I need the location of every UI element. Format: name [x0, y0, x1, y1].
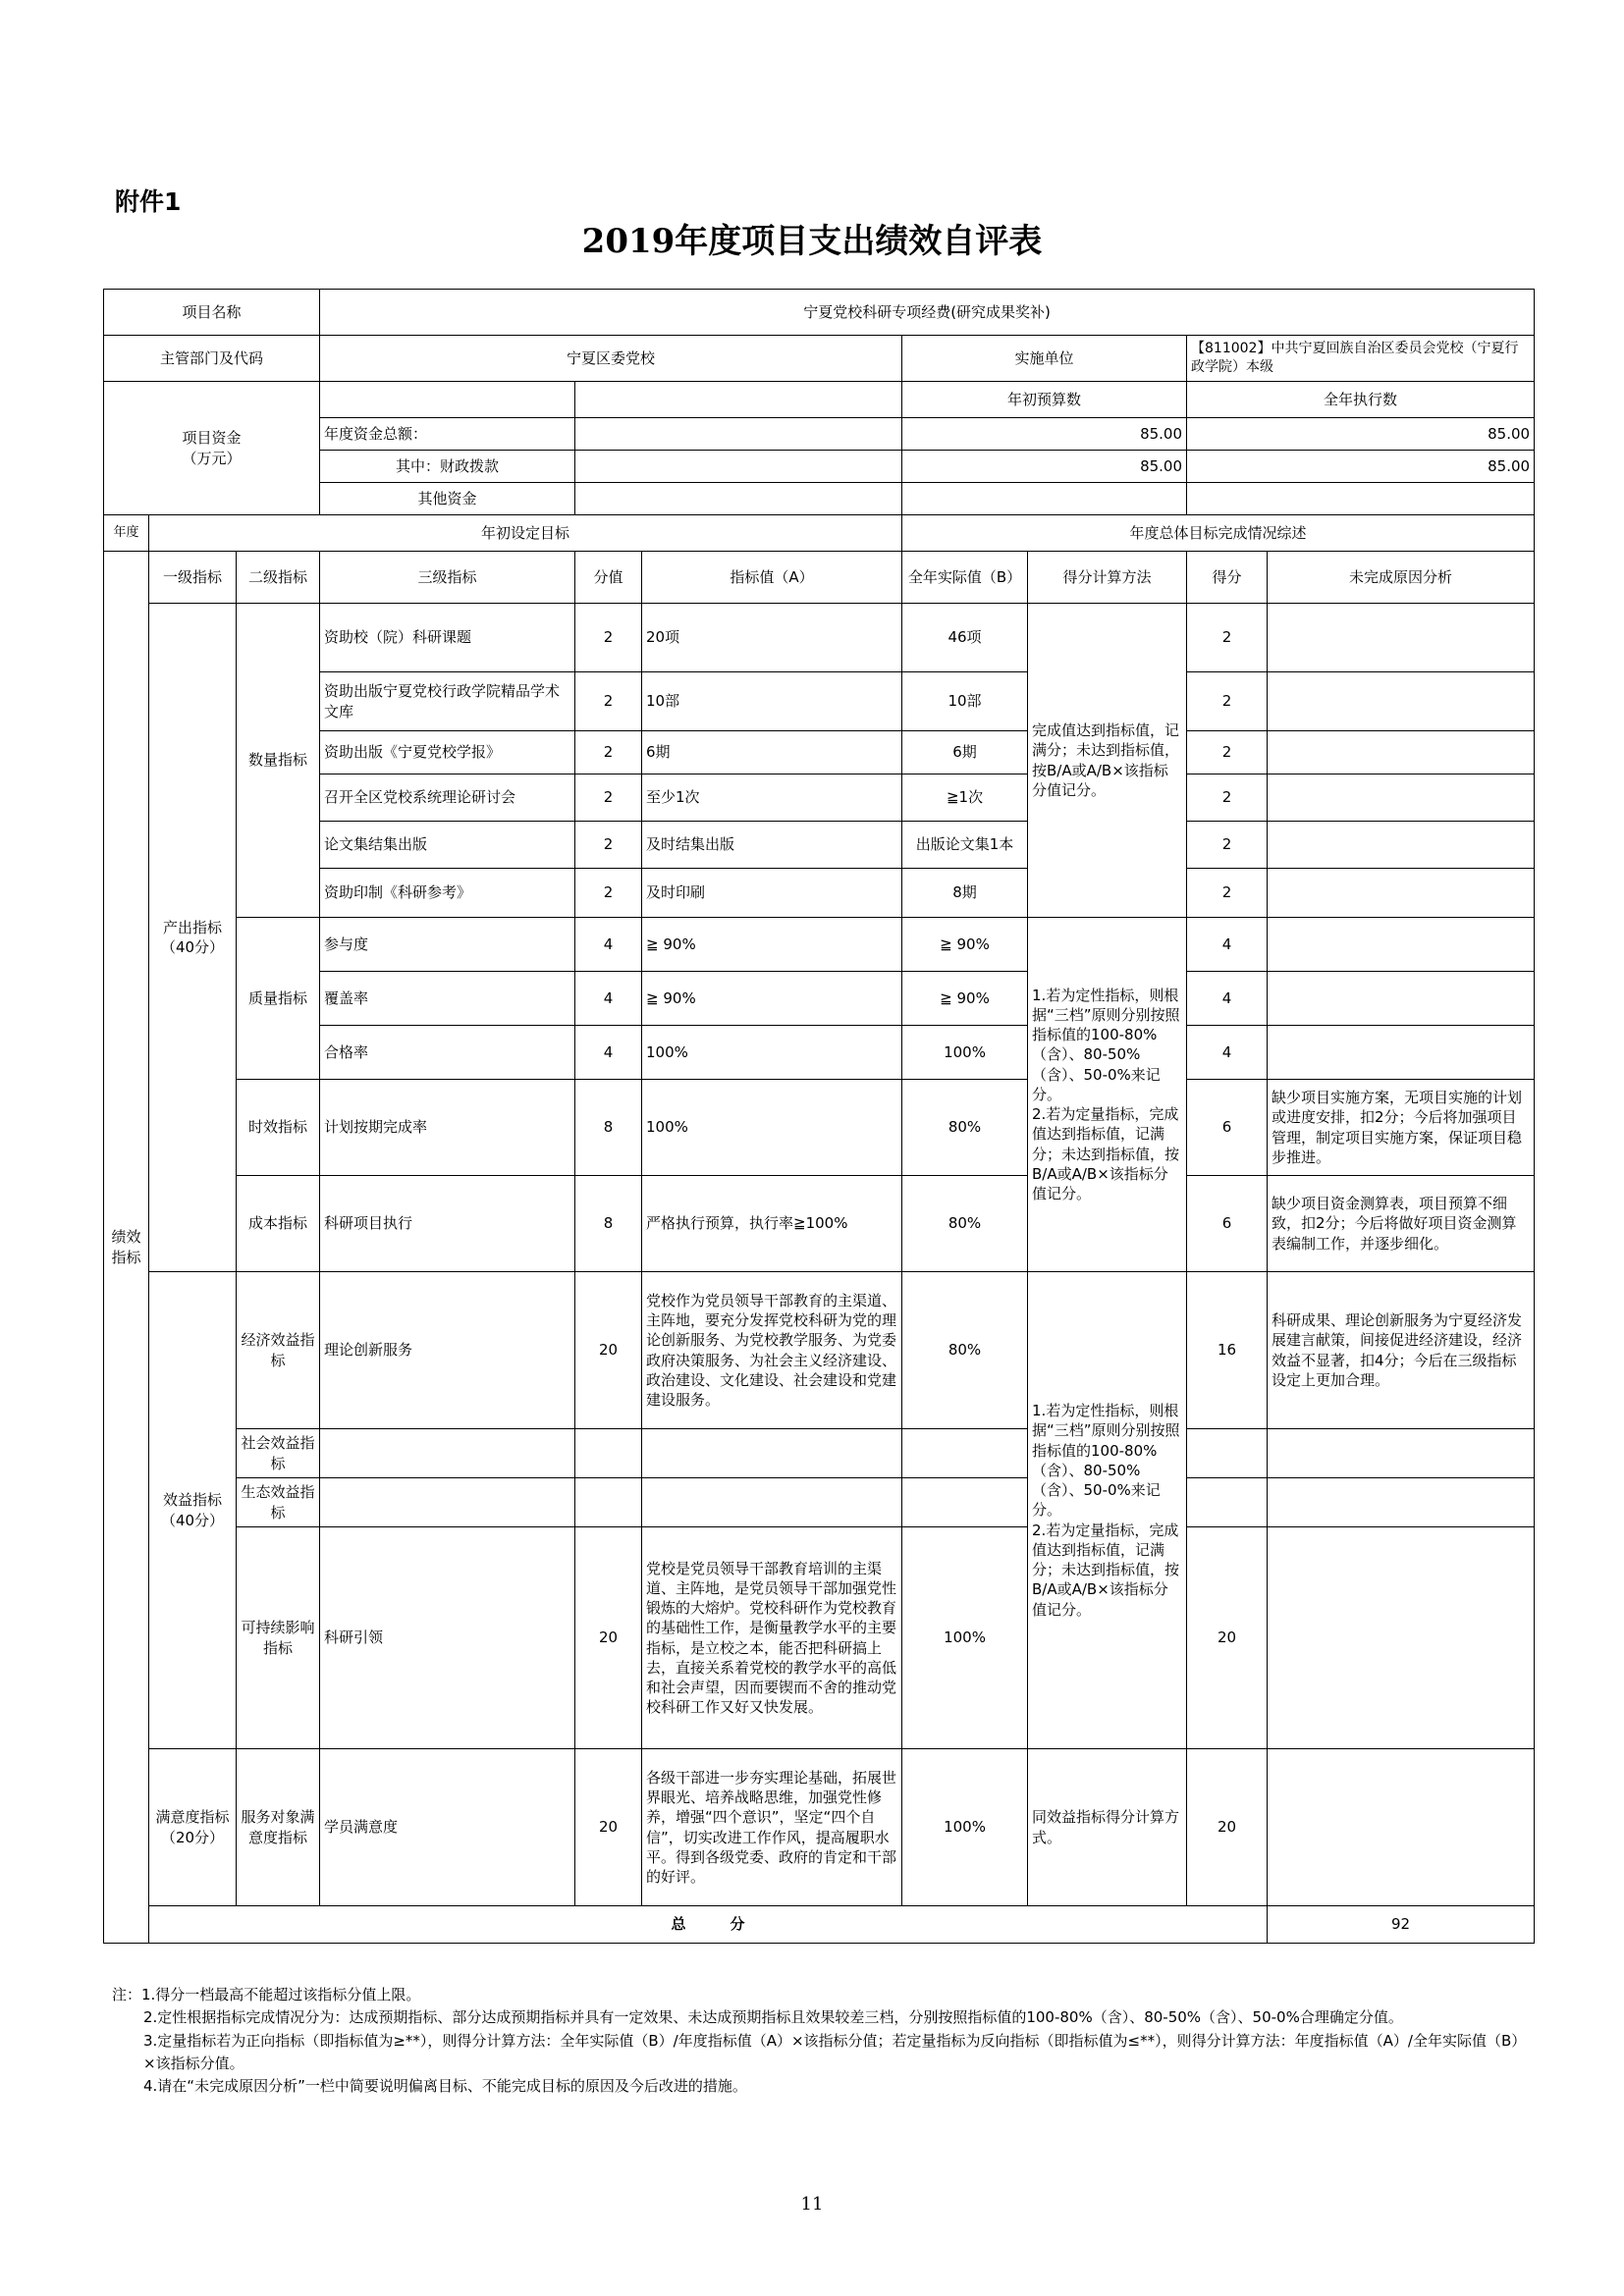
label-total-funds: 年度资金总额：	[320, 418, 575, 451]
target-satisfy: 各级干部进一步夯实理论基础，拓展世界眼光、培养战略思维，加强党性修养，增强“四个意识”，坚定“四个自信”，切实改进工作作风，提高履职水平。得到各级党委、政府的肯定和干部的好评。	[642, 1749, 902, 1906]
reason-cell	[1268, 918, 1535, 972]
dept-value: 宁夏区委党校	[320, 336, 902, 382]
note-item: 注：1.得分一档最高不能超过该指标分值上限。	[112, 1986, 421, 2003]
funds-blank	[575, 382, 902, 418]
score-cell: 16	[1187, 1272, 1268, 1429]
score-cell: 4	[1187, 1026, 1268, 1080]
reason-cell	[1268, 972, 1535, 1026]
actual-cell: 80%	[902, 1080, 1028, 1176]
notes	[112, 1984, 1531, 2098]
actual-cell: 6期	[902, 731, 1028, 774]
fiscal-exec: 85.00	[1187, 451, 1535, 483]
label-init-goal: 年初设定目标	[149, 515, 902, 552]
l3-cell: 资助出版《宁夏党校学报》	[320, 731, 575, 774]
score-cell: 2	[1187, 774, 1268, 822]
target-cell: 严格执行预算，执行率≧100%	[642, 1176, 902, 1272]
l3-cell: 覆盖率	[320, 972, 575, 1026]
actual-cell	[902, 1429, 1028, 1478]
actual-cell: 100%	[902, 1749, 1028, 1906]
reason-timeliness: 缺少项目实施方案，无项目实施的计划或进度安排，扣2分；今后将加强项目管理，制定项目实施方案，保证项目稳步推进。	[1268, 1080, 1535, 1176]
total-exec: 85.00	[1187, 418, 1535, 451]
label-dept: 主管部门及代码	[104, 336, 320, 382]
note-item: 3.定量指标若为正向指标（即指标值为≥**），则得分计算方法：全年实际值（B）/年度指标值（A）×该指标分值；若定量指标为反向指标（即指标值为≤**），则得分计算方法：年度指标值（A）/全年实际值（B）×该指标分值。	[143, 2031, 1527, 2072]
label-satisfaction: 满意度指标（20分）	[149, 1749, 237, 1906]
method-satisfaction: 同效益指标得分计算方式。	[1028, 1749, 1187, 1906]
group-social: 社会效益指标	[237, 1429, 320, 1478]
label-overall-goal: 年度总体目标完成情况综述	[902, 515, 1535, 552]
value-cell	[575, 1478, 642, 1527]
value-cell: 20	[575, 1272, 642, 1429]
score-cell: 2	[1187, 731, 1268, 774]
header-level1: 一级指标	[149, 552, 237, 604]
value-cell: 2	[575, 731, 642, 774]
target-cell: 及时印刷	[642, 869, 902, 918]
value-cell: 20	[575, 1527, 642, 1749]
l3-cell: 召开全区党校系统理论研讨会	[320, 774, 575, 822]
l3-cell: 参与度	[320, 918, 575, 972]
score-cell: 4	[1187, 918, 1268, 972]
actual-cell: 100%	[902, 1026, 1028, 1080]
target-cell: 及时结集出版	[642, 822, 902, 869]
target-cell: 20项	[642, 604, 902, 672]
reason-cell	[1268, 731, 1535, 774]
label-project-name: 项目名称	[104, 290, 320, 336]
score-cell: 2	[1187, 822, 1268, 869]
label-year-goal: 年度	[104, 515, 149, 552]
target-cell: 100%	[642, 1080, 902, 1176]
funds-blank	[575, 418, 902, 451]
score-cell: 2	[1187, 604, 1268, 672]
target-cell: 10部	[642, 672, 902, 731]
method-quality: 1.若为定性指标，则根据“三档”原则分别按照指标值的100-80%（含）、80-50%（含）、50-0%来记分。 2.若为定量指标，完成值达到指标值，记满分；未达到指标值，按B/A或A/B×该指标分值记分。	[1028, 918, 1187, 1272]
funds-blank	[320, 382, 575, 418]
l3-cell: 理论创新服务	[320, 1272, 575, 1429]
score-cell: 2	[1187, 672, 1268, 731]
attachment-label: 附件1	[115, 187, 182, 216]
l3-cell: 资助印制《科研参考》	[320, 869, 575, 918]
group-quantity: 数量指标	[237, 604, 320, 918]
group-cost: 成本指标	[237, 1176, 320, 1272]
label-funds: 项目资金 （万元）	[104, 382, 320, 515]
score-cell: 20	[1187, 1749, 1268, 1906]
reason-cell	[1268, 1026, 1535, 1080]
target-cell: 6期	[642, 731, 902, 774]
reason-cell	[1268, 1429, 1535, 1478]
score-cell: 20	[1187, 1527, 1268, 1749]
target-cell: ≧ 90%	[642, 972, 902, 1026]
l3-cell: 科研引领	[320, 1527, 575, 1749]
target-cell	[642, 1478, 902, 1527]
total-score: 92	[1268, 1906, 1535, 1944]
header-level2: 二级指标	[237, 552, 320, 604]
l3-cell: 资助出版宁夏党校行政学院精品学术文库	[320, 672, 575, 731]
actual-cell: 出版论文集1本	[902, 822, 1028, 869]
group-timeliness: 时效指标	[237, 1080, 320, 1176]
actual-cell: ≧ 90%	[902, 918, 1028, 972]
l3-cell: 资助校（院）科研课题	[320, 604, 575, 672]
actual-cell	[902, 1478, 1028, 1527]
project-name: 宁夏党校科研专项经费(研究成果奖补)	[320, 290, 1535, 336]
value-cell: 4	[575, 918, 642, 972]
header-reason: 未完成原因分析	[1268, 552, 1535, 604]
method-quantity: 完成值达到指标值，记满分；未达到指标值，按B/A或A/B×该指标分值记分。	[1028, 604, 1187, 918]
l3-cell: 合格率	[320, 1026, 575, 1080]
page-title: 2019年度项目支出绩效自评表	[581, 222, 1043, 261]
group-satisfy: 服务对象满意度指标	[237, 1749, 320, 1906]
target-cell	[642, 1429, 902, 1478]
score-cell: 6	[1187, 1176, 1268, 1272]
group-ecological: 生态效益指标	[237, 1478, 320, 1527]
actual-cell: 100%	[902, 1527, 1028, 1749]
fiscal-begin: 85.00	[902, 451, 1187, 483]
reason-economic: 科研成果、理论创新服务为宁夏经济发展建言献策，间接促进经济建设，经济效益不显著，扣4分；今后在三级指标设定上更加合理。	[1268, 1272, 1535, 1429]
note-item: 4.请在“未完成原因分析”一栏中简要说明偏离目标、不能完成目标的原因及今后改进的措施。	[143, 2077, 747, 2095]
group-quality: 质量指标	[237, 918, 320, 1080]
value-cell	[575, 1429, 642, 1478]
actual-cell: 10部	[902, 672, 1028, 731]
label-impl-unit: 实施单位	[902, 336, 1187, 382]
l3-cell: 学员满意度	[320, 1749, 575, 1906]
total-begin: 85.00	[902, 418, 1187, 451]
header-method: 得分计算方法	[1028, 552, 1187, 604]
value-cell: 4	[575, 1026, 642, 1080]
l3-cell: 计划按期完成率	[320, 1080, 575, 1176]
label-output: 产出指标（40分）	[149, 604, 237, 1272]
header-target: 指标值（A）	[642, 552, 902, 604]
l3-cell: 论文集结集出版	[320, 822, 575, 869]
header-level3: 三级指标	[320, 552, 575, 604]
score-cell	[1187, 1478, 1268, 1527]
funds-blank	[902, 483, 1187, 515]
reason-cell	[1268, 1749, 1535, 1906]
value-cell: 2	[575, 869, 642, 918]
group-economic: 经济效益指标	[237, 1272, 320, 1429]
value-cell: 2	[575, 774, 642, 822]
target-economic: 党校作为党员领导干部教育的主渠道、主阵地，要充分发挥党校科研为党的理论创新服务、为党校教学服务、为党委政府决策服务、为社会主义经济建设、政治建设、文化建设、社会建设和党建建设服务。	[642, 1272, 902, 1429]
method-benefit: 1.若为定性指标，则根据“三档”原则分别按照指标值的100-80%（含）、80-50%（含）、50-0%来记分。 2.若为定量指标，完成值达到指标值，记满分；未达到指标值，按B/A或A/B×该指标分值记分。	[1028, 1272, 1187, 1749]
score-cell: 4	[1187, 972, 1268, 1026]
actual-cell: 8期	[902, 869, 1028, 918]
funds-blank	[575, 451, 902, 483]
header-actual: 全年实际值（B）	[902, 552, 1028, 604]
reason-cell	[1268, 672, 1535, 731]
label-other-funds: 其他资金	[320, 483, 575, 515]
label-perf-indicator: 绩效指标	[104, 552, 149, 1944]
funds-blank	[575, 483, 902, 515]
actual-cell: 80%	[902, 1176, 1028, 1272]
value-cell: 2	[575, 822, 642, 869]
label-benefit: 效益指标（40分）	[149, 1272, 237, 1749]
value-cell: 4	[575, 972, 642, 1026]
label-exec-full: 全年执行数	[1187, 382, 1535, 418]
value-cell: 8	[575, 1080, 642, 1176]
actual-cell: ≧1次	[902, 774, 1028, 822]
actual-cell: ≧ 90%	[902, 972, 1028, 1026]
group-sustainable: 可持续影响指标	[237, 1527, 320, 1749]
label-fiscal: 其中：财政拨款	[320, 451, 575, 483]
reason-cell	[1268, 869, 1535, 918]
l3-cell: 科研项目执行	[320, 1176, 575, 1272]
reason-cell	[1268, 822, 1535, 869]
value-cell: 8	[575, 1176, 642, 1272]
l3-cell	[320, 1478, 575, 1527]
reason-cell	[1268, 774, 1535, 822]
note-item: 2.定性根据指标完成情况分为：达成预期指标、部分达成预期指标并具有一定效果、未达成预期指标且效果较差三档，分别按照指标值的100-80%（含）、80-50%（含）、50-0%合理确定分值。	[143, 2008, 1403, 2027]
score-cell	[1187, 1429, 1268, 1478]
reason-cost: 缺少项目资金测算表，项目预算不细致，扣2分；今后将做好项目资金测算表编制工作，并逐步细化。	[1268, 1176, 1535, 1272]
reason-cell	[1268, 1478, 1535, 1527]
l3-cell	[320, 1429, 575, 1478]
header-score-value: 分值	[575, 552, 642, 604]
target-sustainable: 党校是党员领导干部教育培训的主渠道、主阵地，是党员领导干部加强党性锻炼的大熔炉。党校科研作为党校教育的基础性工作，是衡量教学水平的主要指标，是立校之本，能否把科研搞上去，直接关系着党校的教学水平的高低和社会声望，因而要锲而不舍的推动党校科研工作又好又快发展。	[642, 1527, 902, 1749]
target-cell: 100%	[642, 1026, 902, 1080]
reason-cell	[1268, 1527, 1535, 1749]
funds-blank	[1187, 483, 1535, 515]
actual-cell: 46项	[902, 604, 1028, 672]
value-cell: 2	[575, 672, 642, 731]
score-cell: 6	[1187, 1080, 1268, 1176]
performance-table	[103, 289, 1535, 1944]
value-cell: 20	[575, 1749, 642, 1906]
page-number: 11	[800, 2194, 824, 2215]
reason-cell	[1268, 604, 1535, 672]
value-cell: 2	[575, 604, 642, 672]
actual-cell: 80%	[902, 1272, 1028, 1429]
score-cell: 2	[1187, 869, 1268, 918]
label-budget-begin: 年初预算数	[902, 382, 1187, 418]
header-score: 得分	[1187, 552, 1268, 604]
impl-unit-value: 【811002】中共宁夏回族自治区委员会党校（宁夏行政学院）本级	[1187, 336, 1535, 382]
label-total: 总 分	[149, 1906, 1268, 1944]
target-cell: 至少1次	[642, 774, 902, 822]
target-cell: ≧ 90%	[642, 918, 902, 972]
